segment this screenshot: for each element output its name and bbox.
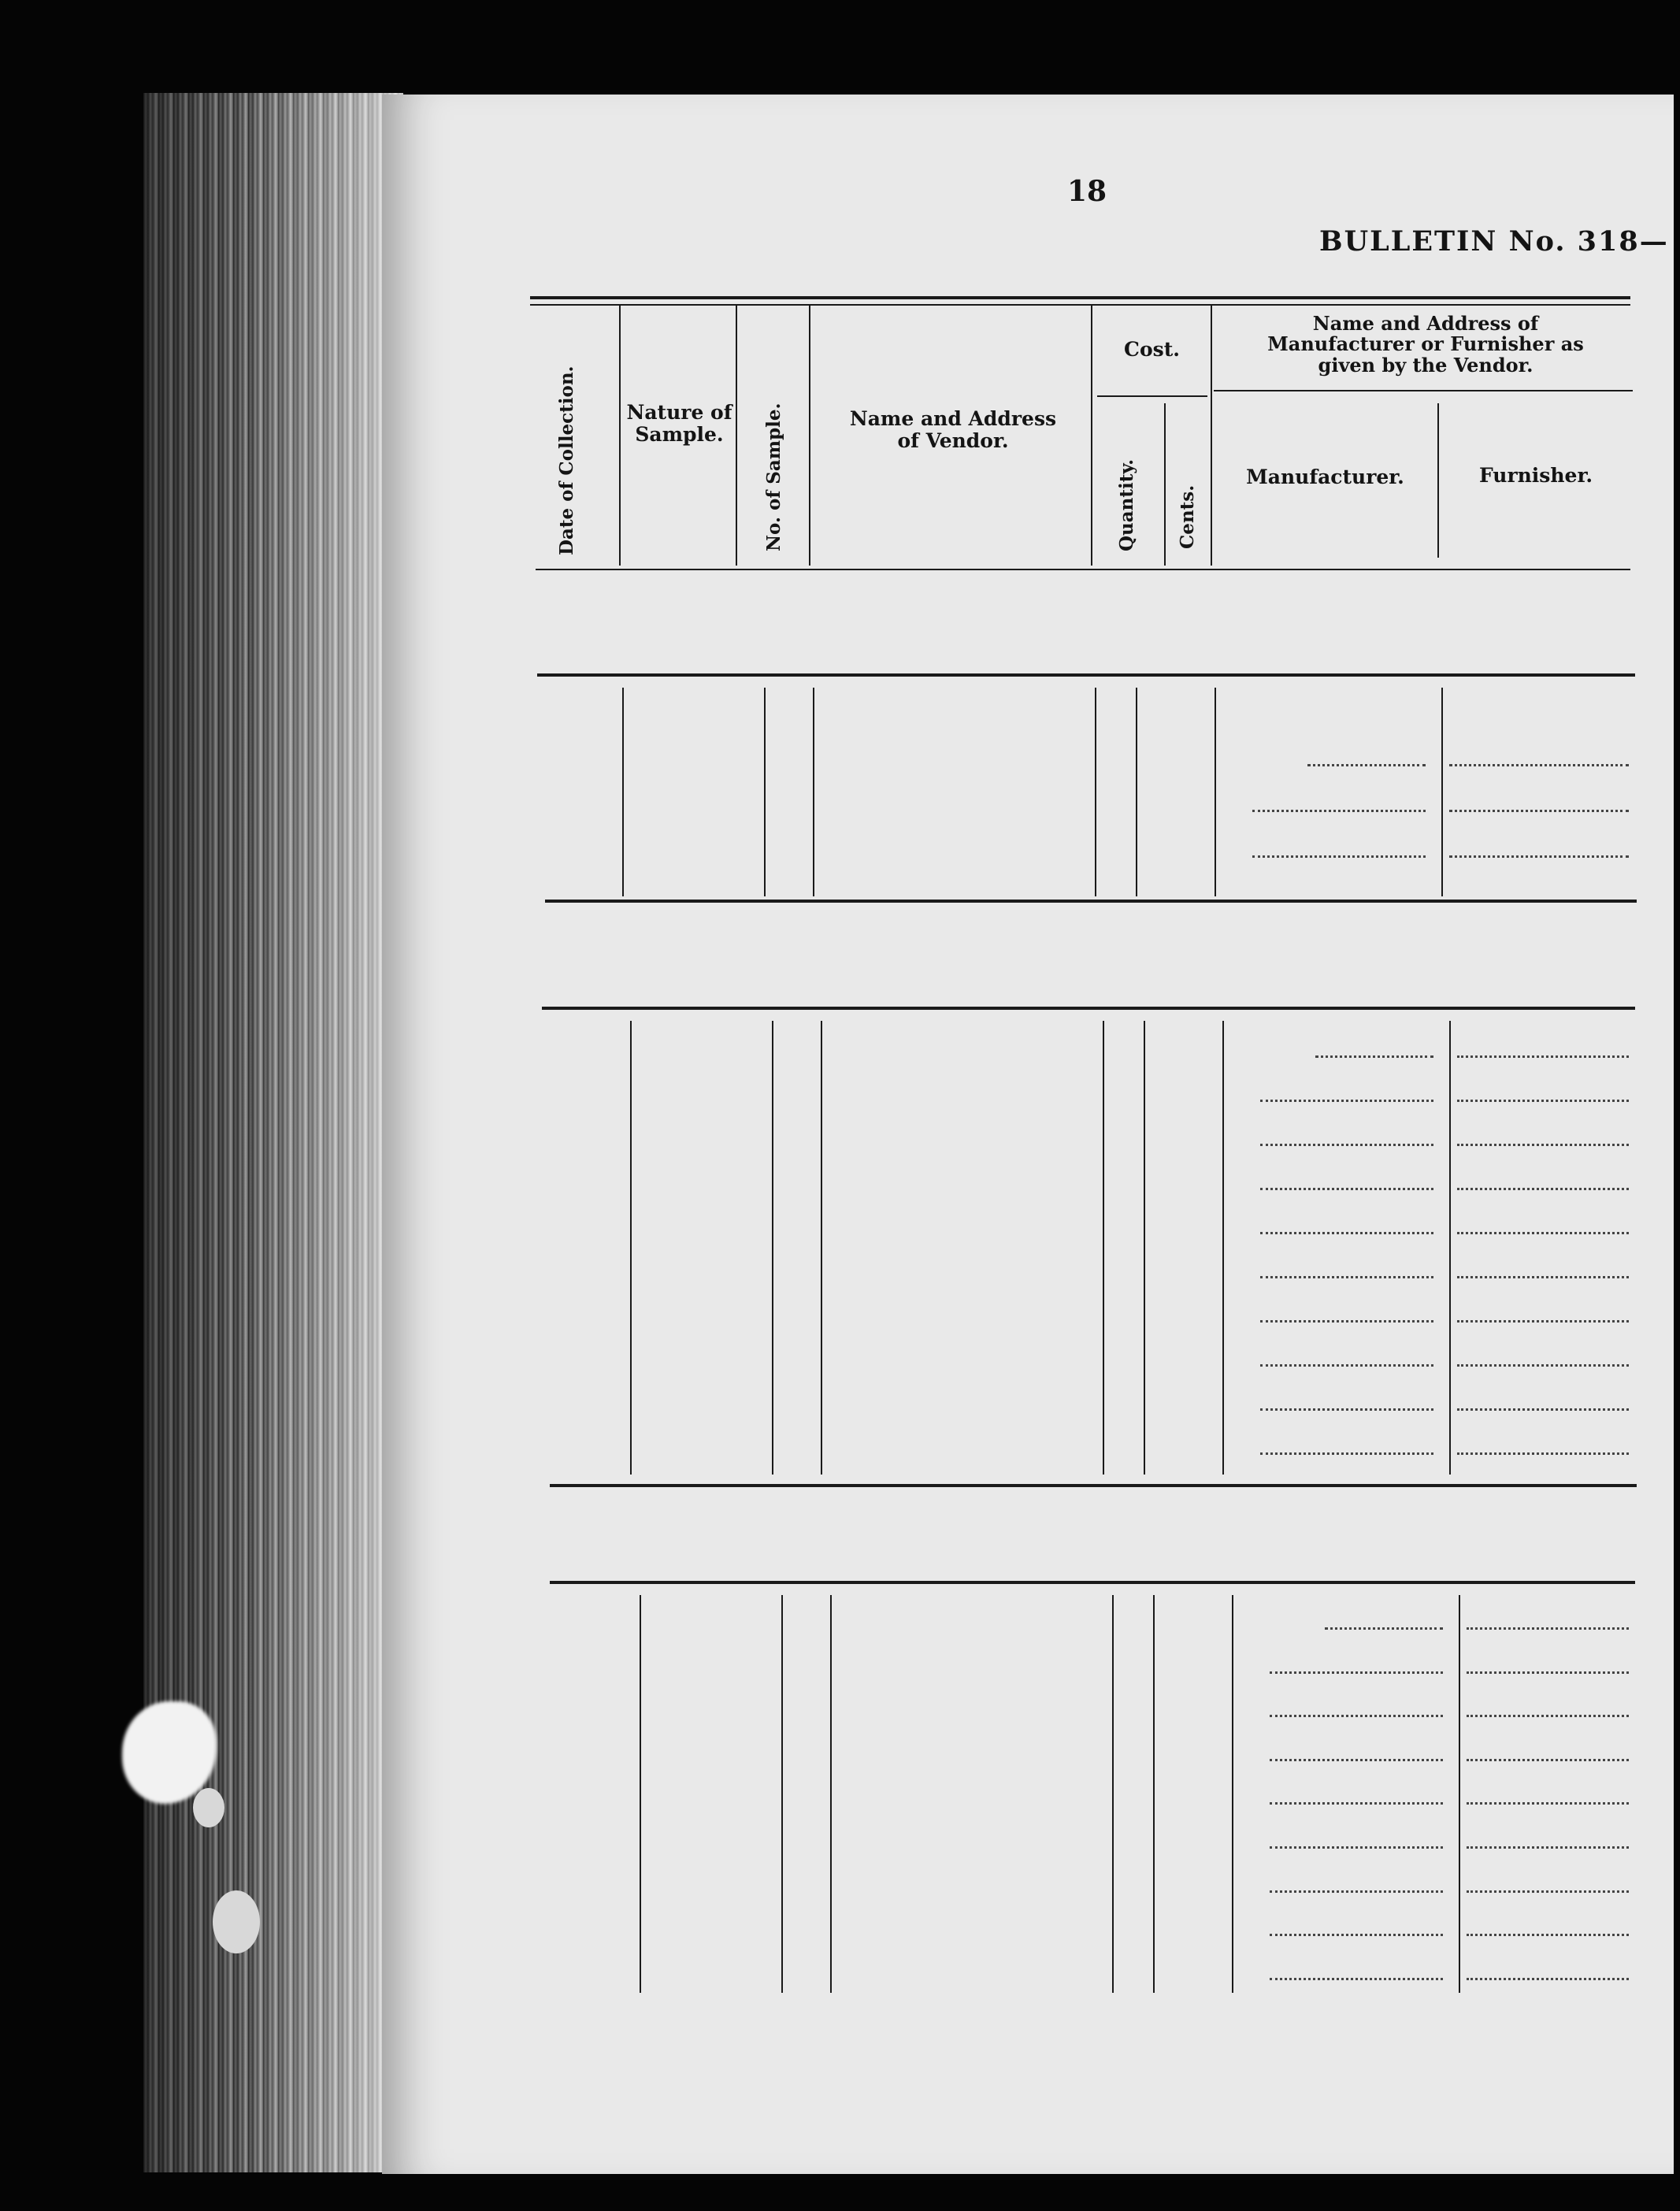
leader-dots: [1260, 1144, 1433, 1146]
col-divider: [1232, 1595, 1233, 1993]
leader-dots: [1270, 1846, 1443, 1849]
leader-dots: [1457, 1144, 1629, 1146]
leader-dots: [1457, 1232, 1629, 1234]
leader-dots: [1270, 1934, 1443, 1936]
col-divider: [640, 1595, 641, 1993]
col-divider: [1136, 688, 1137, 896]
leader-dots: [1260, 1100, 1433, 1102]
leader-dots: [1260, 1188, 1433, 1190]
col-divider: [622, 688, 624, 896]
header-bottom-rule: [536, 569, 1630, 570]
leader-dots: [1449, 764, 1629, 766]
col-divider: [1215, 688, 1216, 896]
leader-dots: [1467, 1890, 1629, 1893]
table-top-rule-2: [530, 304, 1630, 306]
header-manufacturer: Manufacturer.: [1246, 466, 1404, 488]
col-divider: [1441, 688, 1443, 896]
section-top-rule: [542, 1007, 1635, 1010]
leader-dots: [1260, 1408, 1433, 1411]
leader-dots: [1457, 1320, 1629, 1323]
leader-dots: [1270, 1802, 1443, 1805]
header-number: No. of Sample.: [763, 403, 784, 551]
col-divider: [1222, 1021, 1224, 1475]
col-divider: [1091, 306, 1092, 566]
leader-dots: [1325, 1627, 1443, 1630]
leader-dots: [1457, 1452, 1629, 1455]
cost-subrule: [1097, 395, 1207, 397]
col-divider: [1103, 1021, 1104, 1475]
book-page-edges: [143, 93, 403, 2172]
col-divider: [1211, 306, 1212, 566]
section-top-rule: [537, 673, 1635, 677]
leader-dots: [1260, 1364, 1433, 1367]
leader-dots: [1467, 1671, 1629, 1674]
header-cents: Cents.: [1177, 484, 1198, 549]
leader-dots: [1260, 1320, 1433, 1323]
header-date: Date of Collection.: [556, 365, 577, 555]
leader-dots: [1260, 1232, 1433, 1234]
leader-dots: [1252, 810, 1426, 812]
leader-dots: [1270, 1890, 1443, 1893]
col-divider: [1459, 1595, 1460, 1993]
col-divider: [1112, 1595, 1114, 1993]
leader-dots: [1457, 1100, 1629, 1102]
leader-dots: [1467, 1934, 1629, 1936]
leader-dots: [1315, 1055, 1433, 1058]
col-divider: [1437, 403, 1439, 558]
section-bottom-rule: [545, 900, 1637, 903]
leader-dots: [1260, 1452, 1433, 1455]
leader-dots: [1467, 1759, 1629, 1761]
leader-dots: [1260, 1276, 1433, 1278]
leader-dots: [1449, 855, 1629, 858]
header-nature: Nature of Sample.: [626, 401, 732, 446]
col-divider: [830, 1595, 832, 1993]
leader-dots: [1457, 1408, 1629, 1411]
leader-dots: [1307, 764, 1426, 766]
leader-dots: [1252, 855, 1426, 858]
ink-speck: [213, 1890, 260, 1953]
leader-dots: [1457, 1188, 1629, 1190]
header-furnisher: Furnisher.: [1478, 464, 1593, 487]
col-divider: [1164, 403, 1166, 566]
leader-dots: [1467, 1846, 1629, 1849]
col-divider: [1144, 1021, 1145, 1475]
ink-speck: [193, 1788, 224, 1827]
leader-dots: [1467, 1715, 1629, 1717]
col-divider: [781, 1595, 783, 1993]
leader-dots: [1467, 1627, 1629, 1630]
col-divider: [821, 1021, 822, 1475]
leader-dots: [1270, 1715, 1443, 1717]
col-divider: [630, 1021, 632, 1475]
mfr-subrule: [1214, 390, 1633, 391]
header-mfr-group: Name and Address of Manufacturer or Furnisher as given by the Vendor.: [1267, 312, 1584, 377]
leader-dots: [1270, 1671, 1443, 1674]
section-top-rule: [550, 1581, 1635, 1584]
bulletin-title: BULLETIN No. 318—: [1319, 225, 1669, 258]
table-top-rule: [530, 296, 1630, 299]
col-divider: [619, 306, 621, 566]
leader-dots: [1449, 810, 1629, 812]
leader-dots: [1467, 1802, 1629, 1805]
section-bottom-rule: [550, 1484, 1637, 1487]
col-divider: [764, 688, 766, 896]
col-divider: [736, 306, 737, 566]
header-vendor: Name and Address of Vendor.: [849, 407, 1057, 452]
col-divider: [1095, 688, 1096, 896]
col-divider: [1449, 1021, 1451, 1475]
leader-dots: [1270, 1759, 1443, 1761]
leader-dots: [1467, 1978, 1629, 1980]
header-quantity: Quantity.: [1116, 458, 1137, 551]
leader-dots: [1457, 1364, 1629, 1367]
page-number: 18: [1067, 175, 1107, 208]
leader-dots: [1457, 1276, 1629, 1278]
leader-dots: [1270, 1978, 1443, 1980]
col-divider: [1153, 1595, 1155, 1993]
col-divider: [772, 1021, 773, 1475]
header-cost: Cost.: [1124, 338, 1180, 361]
col-divider: [813, 688, 814, 896]
leader-dots: [1457, 1055, 1629, 1058]
col-divider: [809, 306, 810, 566]
